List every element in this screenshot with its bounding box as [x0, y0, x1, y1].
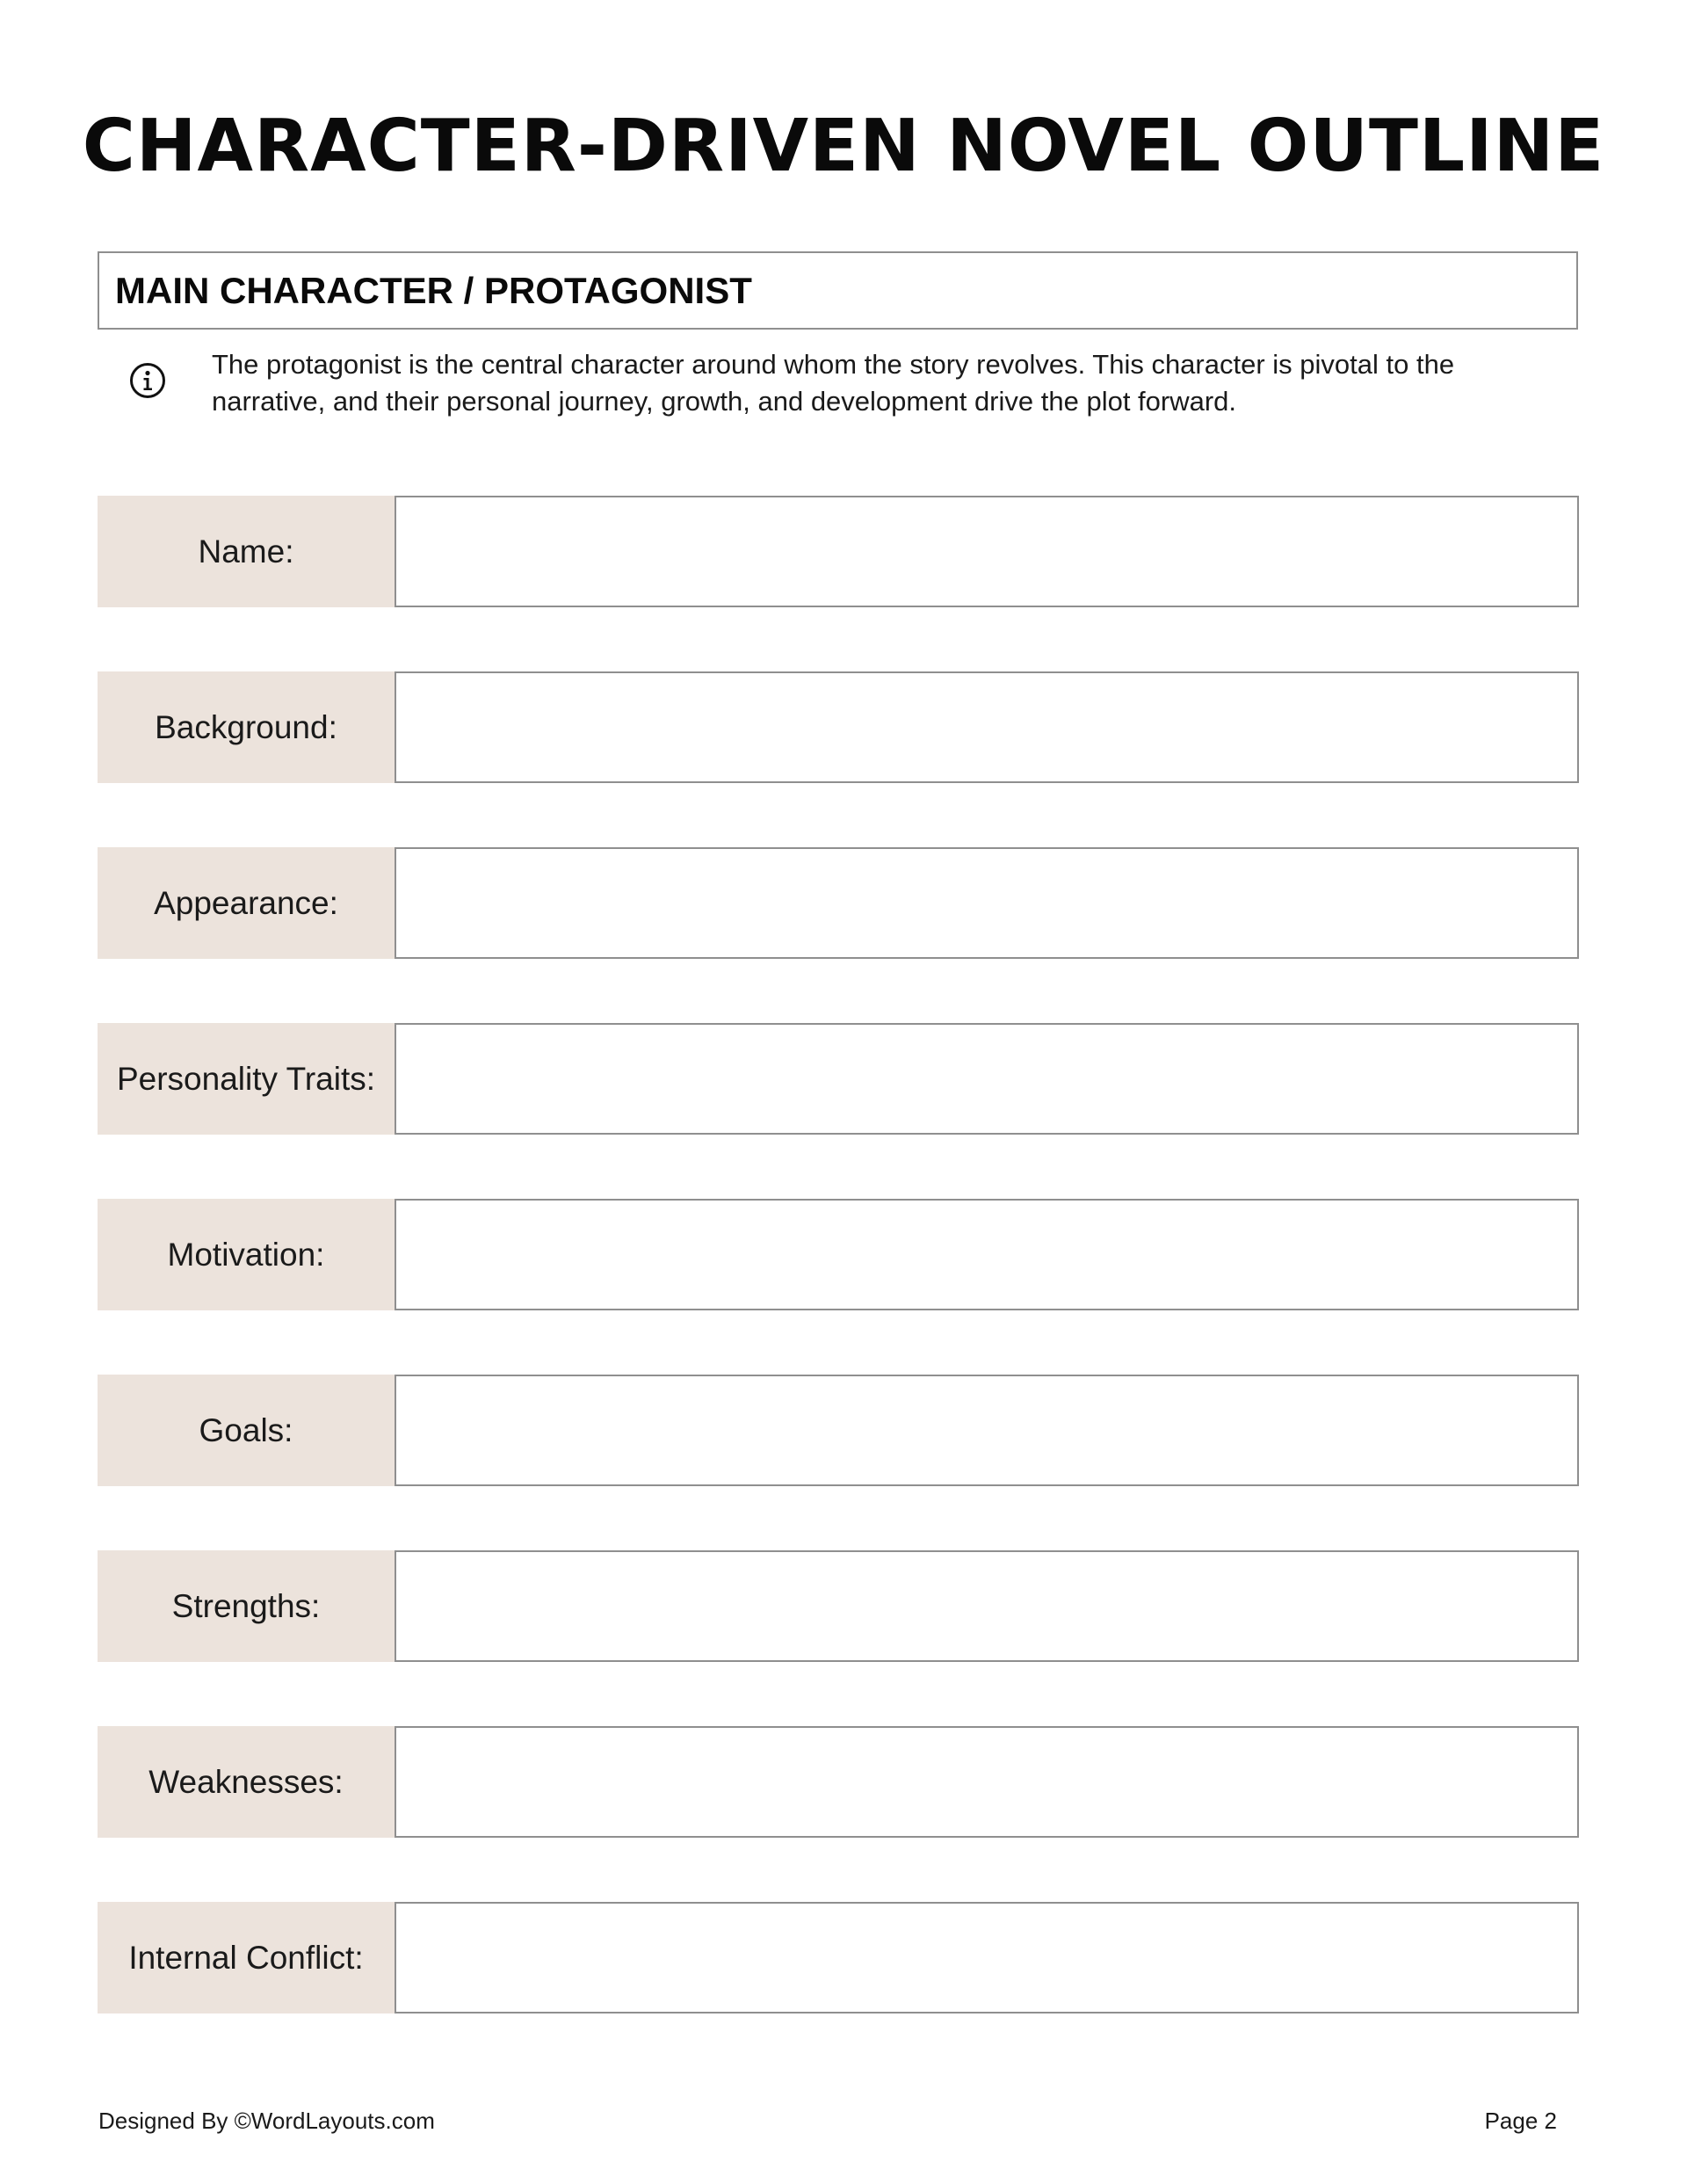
field-row-goals: [98, 1375, 1579, 1486]
section-description: The protagonist is the central character around whom the story revolves. This character is pivotal to the narrative, and their personal journey, growth, and development drive the plot forward.: [212, 349, 1455, 417]
field-label: Strengths:: [98, 1550, 395, 1662]
background-field[interactable]: [395, 671, 1579, 783]
field-row-weaknesses: [98, 1726, 1579, 1838]
info-icon: [129, 362, 166, 399]
field-label: Personality Traits:: [98, 1023, 395, 1135]
strengths-field[interactable]: [395, 1550, 1579, 1662]
field-label: Internal Conflict:: [98, 1902, 395, 2013]
field-row-background: [98, 671, 1579, 783]
personality-traits-field[interactable]: [395, 1023, 1579, 1135]
field-row-appearance: [98, 847, 1579, 959]
weaknesses-field[interactable]: [395, 1726, 1579, 1838]
field-label: Weaknesses:: [98, 1726, 395, 1838]
section-header-text: MAIN CHARACTER / PROTAGONIST: [115, 269, 752, 311]
field-row-personality-traits: [98, 1023, 1579, 1135]
goals-field[interactable]: [395, 1375, 1579, 1486]
field-label: Background:: [98, 671, 395, 783]
field-row-motivation: [98, 1199, 1579, 1310]
field-row-name: [98, 496, 1579, 607]
field-label: Name:: [98, 496, 395, 607]
page-title: CHARACTER-DRIVEN NOVEL OUTLINE: [82, 105, 1605, 188]
field-row-internal-conflict: [98, 1902, 1579, 2013]
motivation-field[interactable]: [395, 1199, 1579, 1310]
section-header: [98, 251, 1578, 330]
field-label: Appearance:: [98, 847, 395, 959]
field-label: Motivation:: [98, 1199, 395, 1310]
name-field[interactable]: [395, 496, 1579, 607]
appearance-field[interactable]: [395, 847, 1579, 959]
footer-credit: Designed By ©WordLayouts.com: [98, 2108, 435, 2134]
field-row-strengths: [98, 1550, 1579, 1662]
field-label: Goals:: [98, 1375, 395, 1486]
page-number: Page 2: [1484, 2108, 1557, 2134]
internal-conflict-field[interactable]: [395, 1902, 1579, 2013]
